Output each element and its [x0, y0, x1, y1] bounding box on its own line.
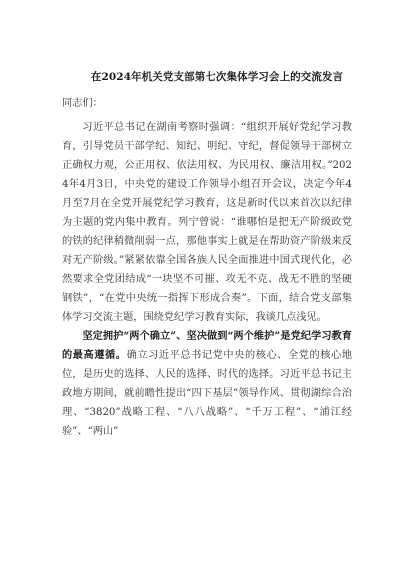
paragraph-section-one-text: 确立习近平总书记党中央的核心、全党的核心地位，是历史的选择、人民的选择、时代的选择。习近平总书记主政地方期间，就前瞻性提出“四下基层”领导作风、贯彻湖综合治理、“3820”战略工程、“八八战略”、“千万工程”、“浦江经验”、“两山” — [62, 350, 353, 437]
document-body — [62, 94, 352, 441]
paragraph-section-one — [62, 327, 352, 441]
section-one-heading: 坚定拥护“两个确立”、坚决做到“两个维护”是党纪学习教育的最高遵循。 — [62, 330, 352, 361]
document-title: 在2024年机关党支部第七次集体学习会上的交流发言 — [90, 71, 344, 83]
paragraph-intro — [62, 118, 352, 327]
paragraph-intro-text: 习近平总书记在湖南考察时强调：“组织开展好党纪学习教育，引导党员干部学纪、知纪、明纪、守纪，督促领导干部树立正确权力观，公正用权、依法用权、为民用权、廉洁用权。”2024年4月3日，中央党的建设工作领导小组召开会议，决定今年4月至7月在全党开展党纪学习教育，这是新时代以来首次以纪律为主题的党内集中教育。列宁曾说：“谁哪怕是把无产阶级政党的铁的纪律稍微削弱一点，那他事实上就是在帮助资产阶级来反对无产阶级。”紧紧依靠全国各族人民全面推进中国式现代化，必然要求全党团结成“一块坚不可摧、攻无不克、战无不胜的坚硬钢铁”，“在党中央统一指挥下形成合奏”。下面，结合党支部集体学习交流主题，围绕党纪学习教育实际，我谈几点浅见。 — [62, 122, 352, 323]
salutation: 同志们： — [62, 98, 103, 109]
